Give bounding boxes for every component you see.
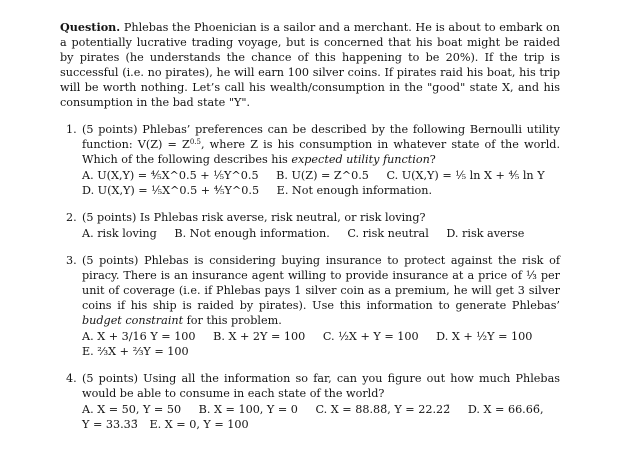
option-c[interactable]: C. U(X,Y) = ⅕ ln X + ⅘ ln Y: [386, 169, 545, 182]
question-text-part: for this problem.: [183, 314, 282, 327]
question-number: 1.: [66, 123, 77, 136]
question-text: (5 points) Is Phlebas risk averse, risk neutral, or risk loving?: [82, 211, 426, 224]
option-a[interactable]: A. X + 3/16 Y = 100: [82, 330, 196, 343]
question-2: [60, 210, 560, 241]
option-d[interactable]: D. risk averse: [446, 227, 525, 240]
option-b[interactable]: B. U(Z) = Z^0.5: [276, 169, 369, 182]
option-d[interactable]: D. X = 66.66̄,: [467, 403, 544, 416]
option-a[interactable]: A. X = 50, Y = 50: [82, 403, 182, 416]
option-a[interactable]: A. U(X,Y) = ⅘X^0.5 + ⅕Y^0.5: [82, 169, 259, 182]
emphasis: budget constraint: [82, 314, 184, 327]
options: [82, 329, 560, 359]
option-d[interactable]: D. X + ½Y = 100: [436, 330, 533, 343]
option-c[interactable]: C. ½X + Y = 100: [322, 330, 419, 343]
option-e[interactable]: E. Not enough information.: [276, 184, 433, 197]
question-list: [60, 122, 560, 432]
question-text: [82, 122, 560, 167]
question-text: (5 points) Using all the information so far, can you figure out how much Phlebas would be able to consume in each state of the world?: [82, 372, 560, 400]
option-a[interactable]: A. risk loving: [82, 227, 157, 240]
intro-label: Question.: [60, 20, 121, 34]
option-e[interactable]: E. ⅔X + ⅔Y = 100: [82, 345, 189, 358]
options: [82, 226, 560, 241]
question-text-part: (5 points) Phlebas is considering buying insurance to protect against the risk of piracy. There is an insurance agent willing to provide insurance at a price of ⅓ per unit of coverage (i.e. if Phlebas pays 1 silver coin as a premium, he will get 3 silver coins if his ship is raided by pirates). Use this information to generate Phlebas’: [82, 254, 560, 312]
question-text-part: ?: [429, 153, 436, 166]
question-number: 4.: [66, 372, 77, 385]
option-d-continued: Y = 33.33̄: [82, 418, 138, 431]
option-c[interactable]: C. risk neutral: [347, 227, 429, 240]
option-e[interactable]: E. X = 0, Y = 100: [149, 418, 249, 431]
options: [82, 402, 560, 432]
option-b[interactable]: B. X + 2Y = 100: [213, 330, 306, 343]
option-c[interactable]: C. X = 88.88̄, Y = 22.22̄: [315, 403, 451, 416]
option-b[interactable]: B. Not enough information.: [174, 227, 330, 240]
options: [82, 168, 560, 198]
emphasis: expected utility function: [291, 153, 430, 166]
question-number: 2.: [66, 211, 77, 224]
question-text-part: , where Z is his consumption in whatever state of the world. Which of the following describes his: [82, 138, 560, 166]
intro-text: Phlebas the Phoenician is a sailor and a merchant. He is about to embark on a potentially lucrative trading voyage, but is concerned that his boat might be raided by pirates (he understands the chance of this happening to be 20%). If the trip is successful (i.e. no pirates), he will earn 100 silver coins. If pirates raid his boat, his trip will be worth nothing. Let’s call his wealth/consumption in the "good" state X, and his consumption in the bad state "Y".: [60, 21, 560, 109]
question-3: [60, 253, 560, 359]
exponent: 0.5: [189, 138, 201, 146]
question-text: [82, 253, 560, 328]
question-4: [60, 371, 560, 432]
question-1: [60, 122, 560, 198]
question-number: 3.: [66, 254, 77, 267]
question-text-part: (5 points) Phlebas’ preferences can be described by the following Bernoulli utility function: V(Z) = Z: [82, 123, 560, 151]
problem-sheet: [60, 20, 560, 444]
question-intro: [60, 20, 560, 110]
option-d[interactable]: D. U(X,Y) = ⅕X^0.5 + ⅘Y^0.5: [82, 184, 260, 197]
option-b[interactable]: B. X = 100, Y = 0: [198, 403, 298, 416]
